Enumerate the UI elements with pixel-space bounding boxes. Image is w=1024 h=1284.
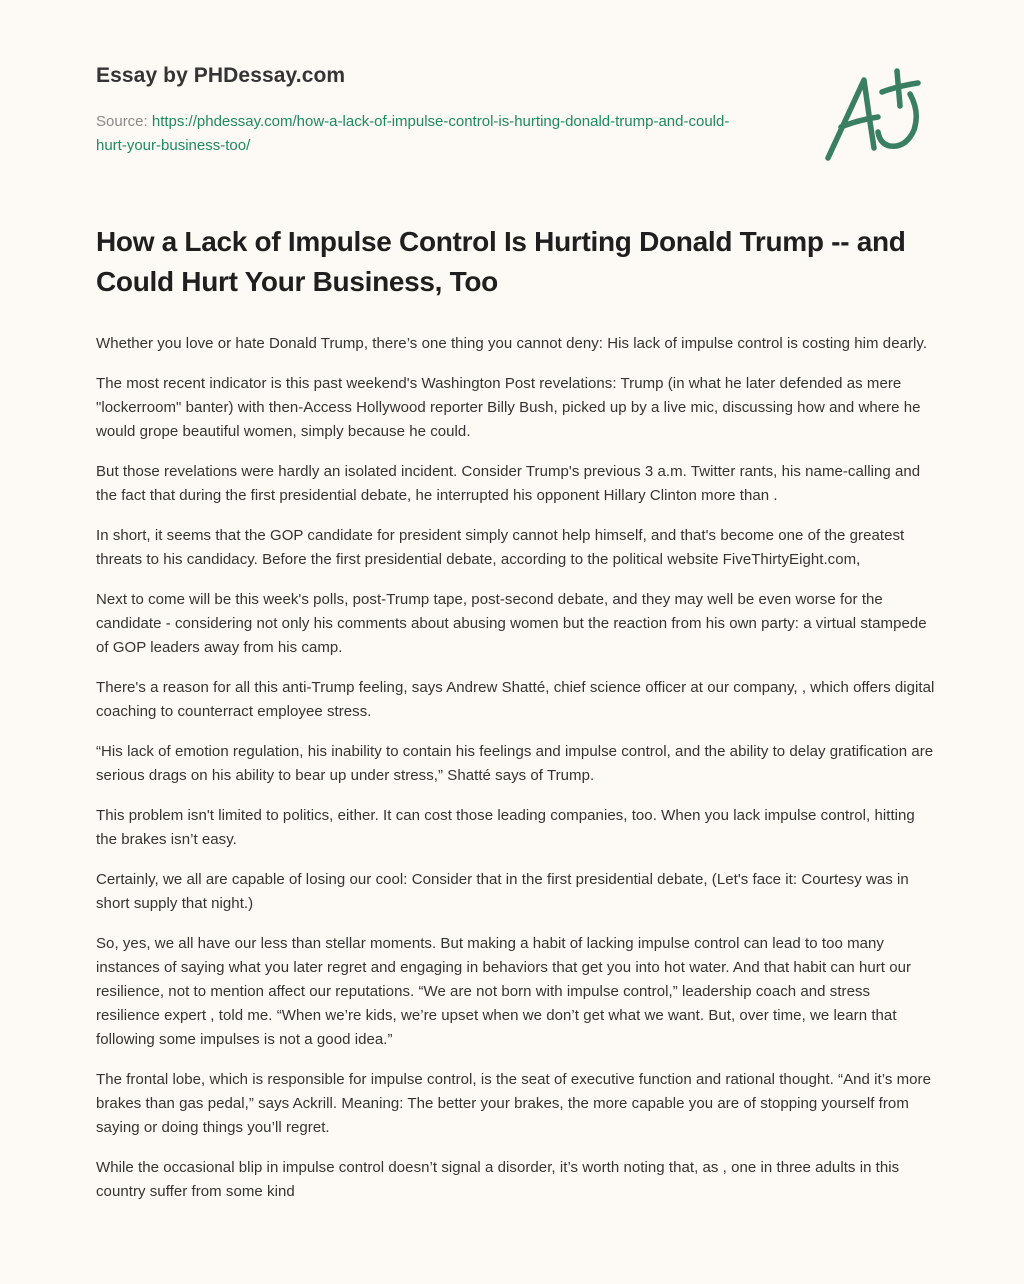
article-title: How a Lack of Impulse Control Is Hurting Donald Trump -- and Could Hurt Your Business, Too (96, 226, 906, 297)
article-paragraph: While the occasional blip in impulse control doesn’t signal a disorder, it’s worth noting that, as , one in three adults in this country suffer from some kind (96, 1159, 900, 1200)
a-plus-grade-icon (818, 62, 938, 172)
source-line (96, 110, 756, 158)
article-paragraph: But those revelations were hardly an isolated incident. Consider Trump's previous 3 a.m. Twitter rants, his name-calling and the fact that during the first presidential debate, he interrupted his opponent Hillary Clinton more than . (96, 463, 921, 504)
source-label: Source: (96, 113, 152, 130)
article-paragraph: The frontal lobe, which is responsible for impulse control, is the seat of executive function and rational thought. “And it’s more brakes than gas pedal,” says Ackrill. Meaning: The better your brakes, the more capable you are of stopping yourself from saying or doing things you’ll regret. (96, 1071, 931, 1136)
article (96, 222, 936, 1220)
article-paragraph: Next to come will be this week's polls, post-Trump tape, post-second debate, and they may well be even worse for the candidate - considering not only his comments about abusing women but the reaction from his own party: a virtual stampede of GOP leaders away from his camp. (96, 591, 927, 656)
article-paragraph: This problem isn't limited to politics, either. It can cost those leading companies, too. When you lack impulse control, hitting the brakes isn’t easy. (96, 807, 915, 848)
article-paragraph: Certainly, we all are capable of losing our cool: Consider that in the first presidential debate, (Let's face it: Courtesy was in short supply that night.) (96, 871, 909, 912)
article-paragraph: There's a reason for all this anti-Trump feeling, says Andrew Shatté, chief science officer at our company, , which offers digital coaching to counterract employee stress. (96, 679, 935, 720)
source-link[interactable]: https://phdessay.com/how-a-lack-of-impulse-control-is-hurting-donald-trump-and-could-hurt-your-business-too/ (96, 113, 730, 154)
article-paragraph: In short, it seems that the GOP candidate for president simply cannot help himself, and that's become one of the greatest threats to his candidacy. Before the first presidential debate, according to the political website FiveThirtyEight.com, (96, 527, 905, 568)
article-paragraph: Whether you love or hate Donald Trump, there’s one thing you cannot deny: His lack of impulse control is costing him dearly. (96, 335, 928, 352)
site-title: Essay by PHDessay.com (96, 64, 346, 87)
article-paragraph: So, yes, we all have our less than stellar moments. But making a habit of lacking impulse control can lead to too many instances of saying what you later regret and engaging in behaviors that get you into hot water. And that habit can hurt our resilience, not to mention affect our reputations. “We are not born with impulse control,” leadership coach and stress resilience expert , told me. “When we’re kids, we’re upset when we don’t get what we want. But, over time, we learn that following some impulses is not a good idea.” (96, 935, 912, 1048)
article-paragraph: “His lack of emotion regulation, his inability to contain his feelings and impulse control, and the ability to delay gratification are serious drags on his ability to bear up under stress,” Shatté says of Trump. (96, 743, 934, 784)
article-paragraph: The most recent indicator is this past weekend's Washington Post revelations: Trump (in what he later defended as mere "lockerroom" banter) with then-Access Hollywood reporter Billy Bush, picked up by a live mic, discussing how and where he would grope beautiful women, simply because he could. (96, 375, 921, 440)
